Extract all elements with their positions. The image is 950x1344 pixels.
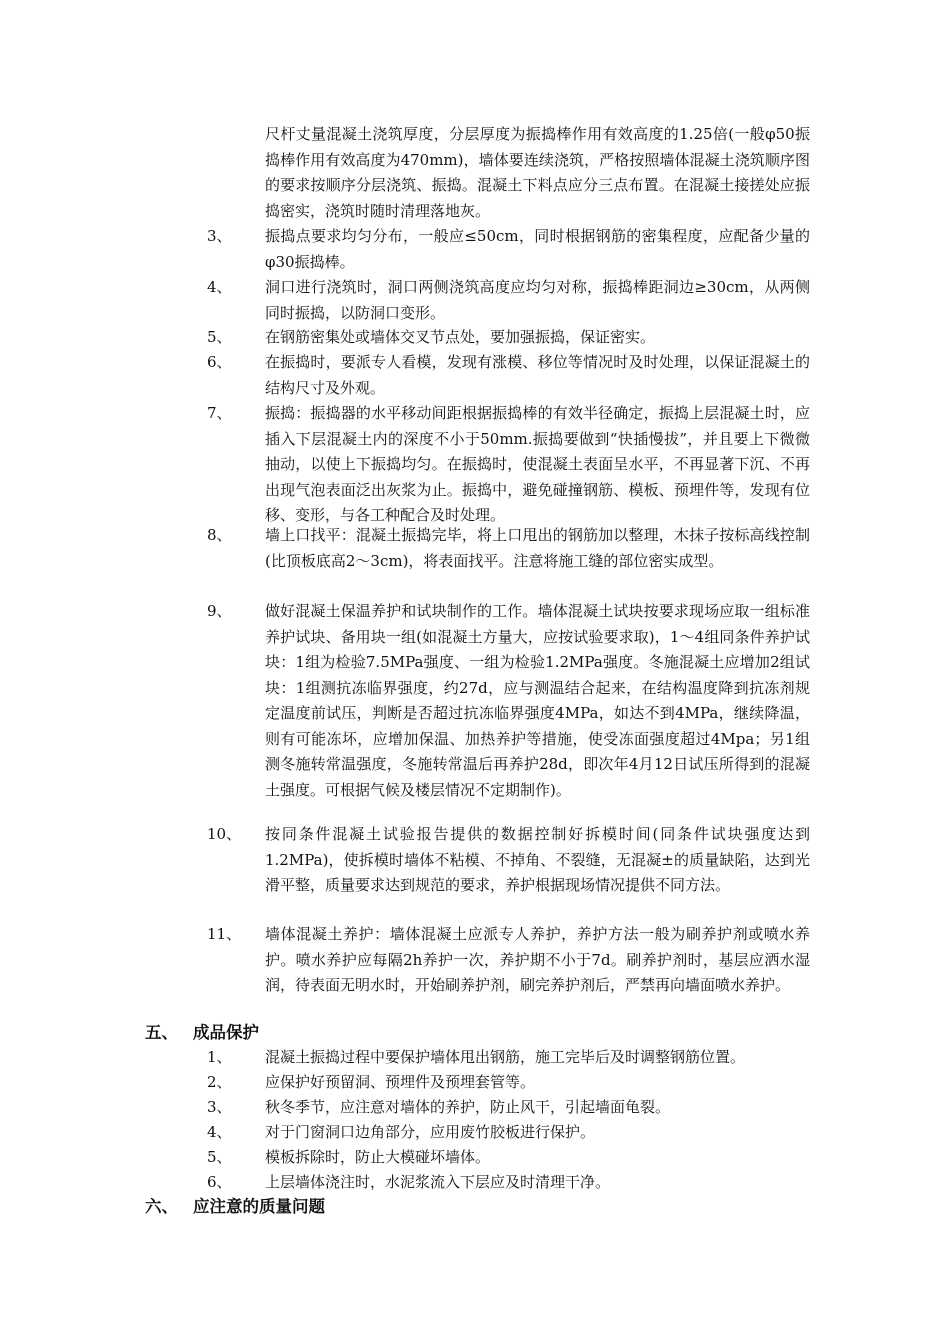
item-number: 6、 <box>207 1173 232 1191</box>
list-item-8 <box>207 523 810 574</box>
item-number: 9、 <box>207 602 232 620</box>
protection-item-3 <box>207 1095 810 1121</box>
protection-item-4 <box>207 1120 810 1146</box>
item-text: 混凝土振捣过程中要保护墙体甩出钢筋，施工完毕后及时调整钢筋位置。 <box>265 1048 746 1066</box>
section-heading-5 <box>145 1020 259 1046</box>
item-text: 按同条件混凝土试验报告提供的数据控制好拆模时间(同条件试块强度达到1.2MPa)，使拆模时墙体不粘模、不掉角、不裂缝，无混凝±的质量缺陷，达到光滑平整，质量要求达到规范的要求，养护根据现场情况提供不同方法。 <box>265 825 810 894</box>
section-title: 应注意的质量问题 <box>193 1197 325 1216</box>
item-number: 5、 <box>207 328 232 346</box>
list-item-10 <box>207 822 810 899</box>
list-item-9 <box>207 599 810 803</box>
list-item-4 <box>207 275 810 326</box>
list-item-11 <box>207 922 810 999</box>
list-item-3 <box>207 224 810 275</box>
item-number: 3、 <box>207 1098 232 1116</box>
item-number: 11、 <box>207 925 242 943</box>
item-text: 秋冬季节，应注意对墙体的养护，防止风干，引起墙面龟裂。 <box>265 1098 671 1116</box>
protection-item-6 <box>207 1170 810 1196</box>
list-item-5 <box>207 325 810 351</box>
item-text: 上层墙体浇注时，水泥浆流入下层应及时清理干净。 <box>265 1173 611 1191</box>
item-text: 洞口进行浇筑时，洞口两侧浇筑高度应均匀对称，振捣棒距洞边≥30cm，从两侧同时振捣，以防洞口变形。 <box>265 278 810 322</box>
item-number: 7、 <box>207 404 232 422</box>
list-item-7 <box>207 401 810 529</box>
section-number: 六、 <box>145 1197 178 1216</box>
protection-item-1 <box>207 1045 810 1071</box>
section-heading-6 <box>145 1194 325 1220</box>
item-text: 在振捣时，要派专人看模，发现有涨模、移位等情况时及时处理，以保证混凝土的结构尺寸及外观。 <box>265 353 810 397</box>
item-text: 振捣：振捣器的水平移动间距根据振捣棒的有效半径确定，振捣上层混凝土时，应插入下层混凝土内的深度不小于50mm.振捣要做到“快插慢拔”，并且要上下微微抽动，以使上下振捣均匀。在振捣时，使混凝土表面呈水平，不再显著下沉、不再出现气泡表面泛出灰浆为止。振捣中，避免碰撞钢筋、模板、预埋件等，发现有位移、变形，与各工种配合及时处理。 <box>265 404 810 524</box>
item-text: 做好混凝土保温养护和试块制作的工作。墙体混凝土试块按要求现场应取一组标准养护试块、备用块一组(如混凝土方量大，应按试验要求取)，1～4组同条件养护试块：1组为检验7.5MPa强度、一组为检验1.2MPa强度。冬施混凝土应增加2组试块：1组测抗冻临界强度，约27d，应与测温结合起来，在结构温度降到抗冻剂规定温度前试压，判断是否超过抗冻临界强度4MPa，如达不到4MPa，继续降温，则有可能冻坏，应增加保温、加热养护等措施，使受冻面强度超过4Mpa；另1组测冬施转常温强度，冬施转常温后再养护28d，即次年4月12日试压所得到的混凝土强度。可根据气候及楼层情况不定期制作)。 <box>265 602 810 799</box>
continuation-paragraph: 尺杆丈量混凝土浇筑厚度，分层厚度为振捣棒作用有效高度的1.25倍(一般φ50振捣棒作用有效高度为470mm)，墙体要连续浇筑，严格按照墙体混凝土浇筑顺序图的要求按顺序分层浇筑、振捣。混凝土下料点应分三点布置。在混凝土接搓处应振捣密实，浇筑时随时清理落地灰。 <box>265 125 810 220</box>
item-text: 对于门窗洞口边角部分，应用废竹胶板进行保护。 <box>265 1123 596 1141</box>
item-number: 10、 <box>207 825 242 843</box>
item-text: 模板拆除时，防止大模碰坏墙体。 <box>265 1148 491 1166</box>
item-number: 6、 <box>207 353 232 371</box>
item-number: 8、 <box>207 526 232 544</box>
item-text: 应保护好预留洞、预埋件及预埋套管等。 <box>265 1073 536 1091</box>
section-number: 五、 <box>145 1023 178 1042</box>
section-title: 成品保护 <box>193 1023 259 1042</box>
protection-item-5 <box>207 1145 810 1171</box>
item-text: 振捣点要求均匀分布，一般应≤50cm，同时根据钢筋的密集程度，应配备少量的φ30振捣棒。 <box>265 227 810 271</box>
item-text: 墙上口找平：混凝土振捣完毕，将上口甩出的钢筋加以整理，木抹子按标高线控制(比顶板底高2～3cm)，将表面找平。注意将施工缝的部位密实成型。 <box>265 526 810 570</box>
item-number: 2、 <box>207 1073 232 1091</box>
item-number: 4、 <box>207 278 232 296</box>
protection-item-2 <box>207 1070 810 1096</box>
item-number: 1、 <box>207 1048 232 1066</box>
list-item-6 <box>207 350 810 401</box>
item-text: 墙体混凝土养护：墙体混凝土应派专人养护，养护方法一般为刷养护剂或喷水养护。喷水养护应每隔2h养护一次，养护期不小于7d。刷养护剂时，基层应洒水湿润，待表面无明水时，开始刷养护剂，刷完养护剂后，严禁再向墙面喷水养护。 <box>265 925 810 994</box>
item-number: 5、 <box>207 1148 232 1166</box>
item-text: 在钢筋密集处或墙体交叉节点处，要加强振捣，保证密实。 <box>265 328 656 346</box>
item-number: 4、 <box>207 1123 232 1141</box>
item-number: 3、 <box>207 227 232 245</box>
